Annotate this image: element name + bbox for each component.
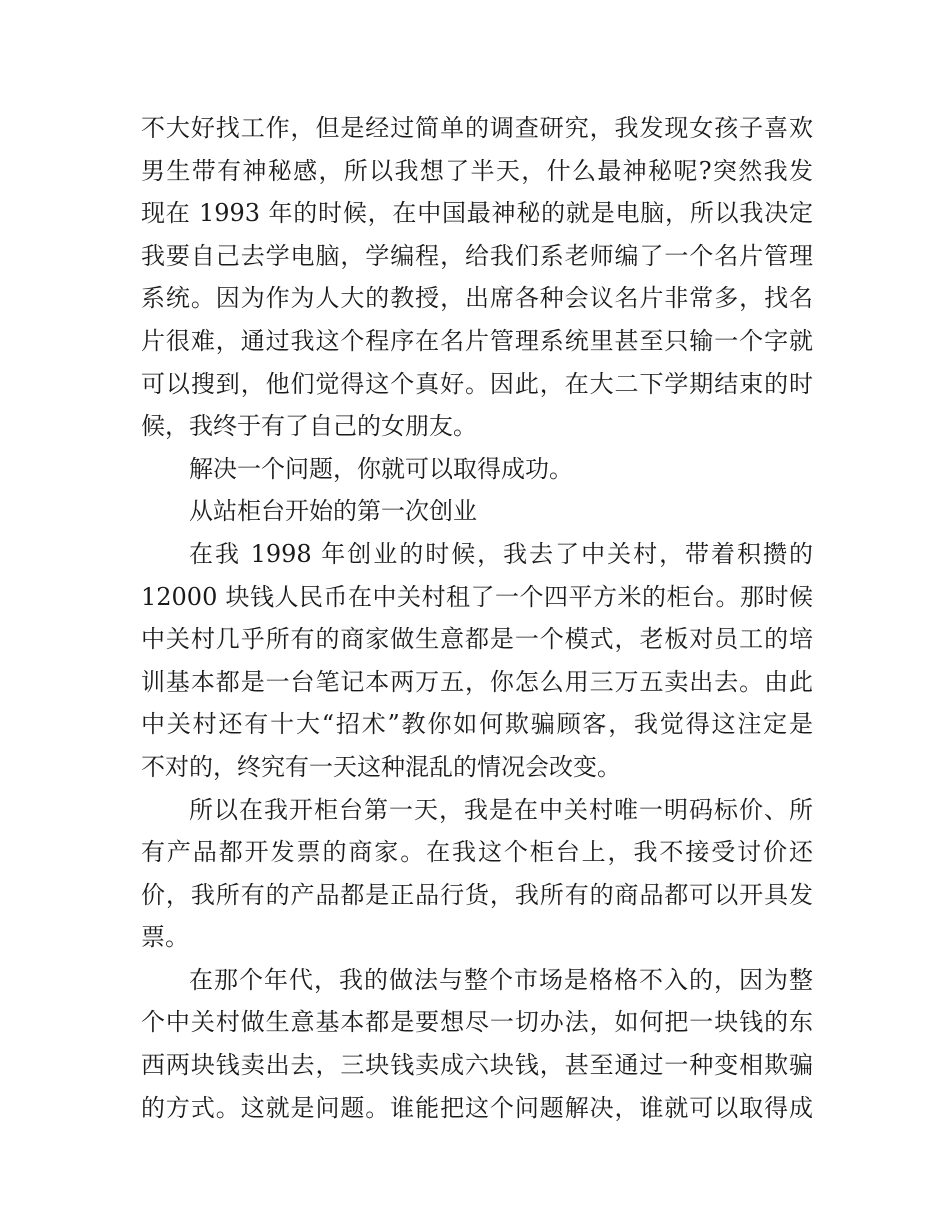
text-line: 训基本都是一台笔记本两万五，你怎么用三万五卖出去。由此 <box>141 667 813 696</box>
text-line: 票。 <box>141 923 189 952</box>
text-line: 在我 1998 年创业的时候，我去了中关村，带着积攒的 <box>189 539 813 568</box>
text-line: 候，我终于有了自己的女朋友。 <box>141 412 477 441</box>
text-line: 中关村还有十大“招术”教你如何欺骗顾客，我觉得这注定是 <box>141 710 813 739</box>
text-line: 不大好找工作，但是经过简单的调查研究，我发现女孩子喜欢 <box>141 114 813 142</box>
text-line: 个中关村做生意基本都是要想尽一切办法，如何把一块钱的东 <box>141 1008 813 1037</box>
text-line: 的方式。这就是问题。谁能把这个问题解决，谁就可以取得成 <box>141 1093 813 1122</box>
text-line: 价，我所有的产品都是正品行货，我所有的商品都可以开具发 <box>141 880 813 909</box>
text-line: 解决一个问题，你就可以取得成功。 <box>189 454 573 483</box>
text-line: 片很难，通过我这个程序在名片管理系统里甚至只输一个字就 <box>141 326 813 355</box>
article-body <box>141 107 813 1129</box>
text-line: 现在 1993 年的时候，在中国最神秘的就是电脑，所以我决定 <box>141 199 813 228</box>
text-line: 在那个年代，我的做法与整个市场是格格不入的，因为整 <box>189 965 813 994</box>
text-line: 男生带有神秘感，所以我想了半天，什么最神秘呢?突然我发 <box>141 156 813 185</box>
text-line: 不对的，终究有一天这种混乱的情况会改变。 <box>141 752 621 781</box>
text-line: 中关村几乎所有的商家做生意都是一个模式，老板对员工的培 <box>141 625 813 654</box>
text-line: 12000 块钱人民币在中关村租了一个四平方米的柜台。那时候 <box>141 582 813 611</box>
text-line: 有产品都开发票的商家。在我这个柜台上，我不接受讨价还 <box>141 838 813 867</box>
text-line: 西两块钱卖出去，三块钱卖成六块钱，甚至通过一种变相欺骗 <box>141 1051 813 1080</box>
section-heading: 从站柜台开始的第一次创业 <box>189 497 477 526</box>
text-line: 我要自己去学电脑，学编程，给我们系老师编了一个名片管理 <box>141 241 813 270</box>
text-line: 所以在我开柜台第一天，我是在中关村唯一明码标价、所 <box>189 795 813 824</box>
text-line: 可以搜到，他们觉得这个真好。因此，在大二下学期结束的时 <box>141 369 813 398</box>
text-line: 系统。因为作为人大的教授，出席各种会议名片非常多，找名 <box>141 284 813 313</box>
